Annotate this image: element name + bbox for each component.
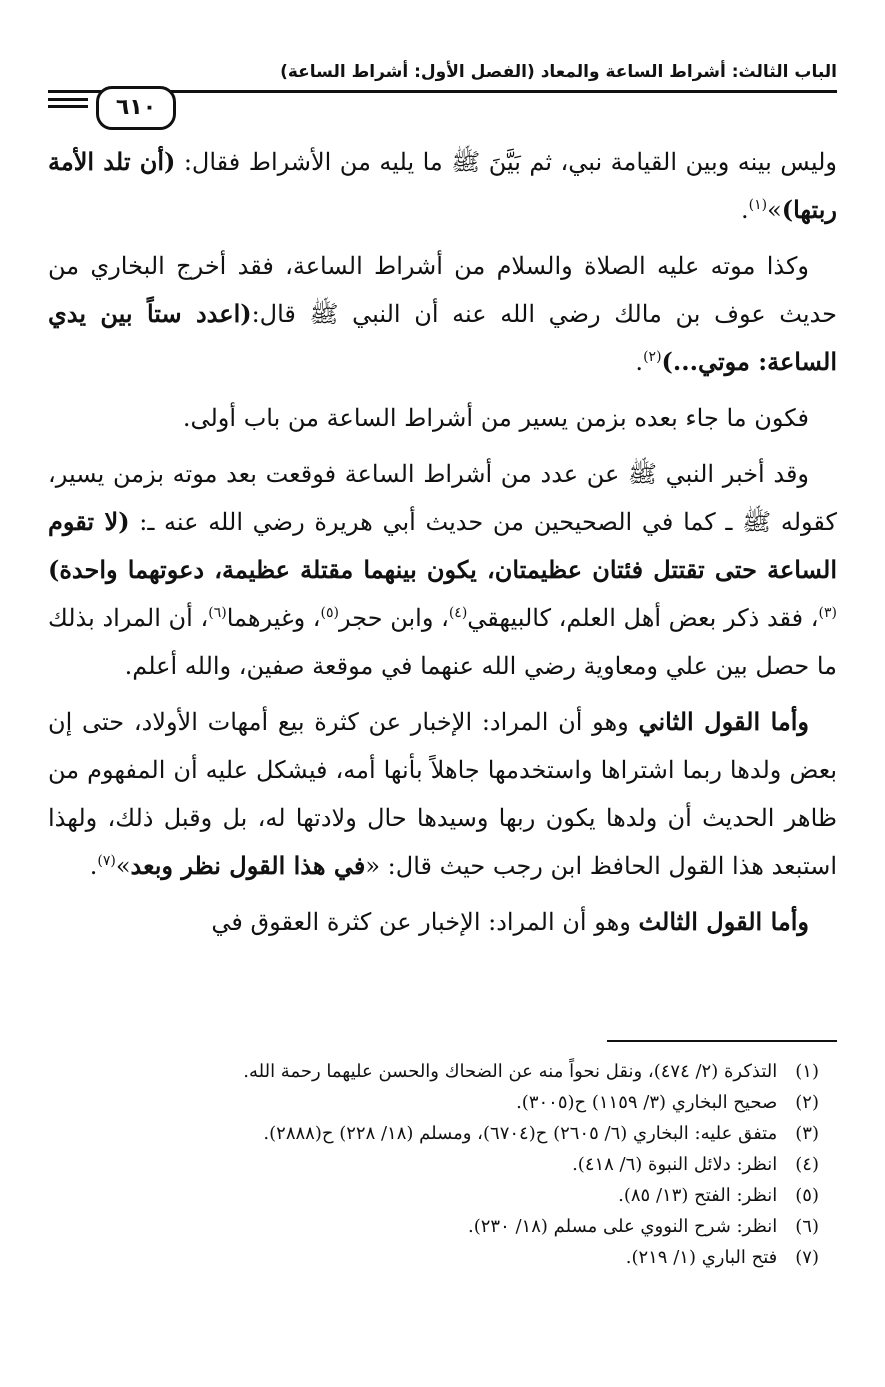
running-header: الباب الثالث: أشراط الساعة والمعاد (الفصل الأول: أشراط الساعة) [280, 62, 837, 82]
footnote-number: (٧) [795, 1247, 819, 1268]
footnote-ref-7: (٧) [97, 853, 116, 869]
footnote-item [48, 1242, 819, 1273]
footnote-text: انظر: دلائل النبوة (٦/ ٤١٨). [572, 1154, 778, 1175]
paragraph-4 [48, 450, 837, 690]
text-run: » [767, 196, 782, 224]
page-number-block [48, 86, 178, 130]
footnote-ref-2: (٢) [643, 349, 662, 365]
text-run: ، فقد ذكر بعض أهل العلم، كالبيهقي [467, 604, 819, 632]
text-run: . [635, 348, 644, 376]
footnote-number: (١) [795, 1061, 819, 1082]
hadith-quote: (اعدد ستاً بين يدي الساعة: موتي...) [48, 299, 837, 376]
text-run: وكذا موته عليه الصلاة والسلام من أشراط الساعة، فقد أخرج البخاري من حديث عوف بن مالك رضي الله عنه أن النبي ﷺ قال: [48, 252, 837, 328]
footnote-item [48, 1087, 819, 1118]
section-lead: وأما القول الثالث [638, 907, 809, 936]
footnote-text: انظر: الفتح (١٣/ ٨٥). [618, 1185, 778, 1206]
footnote-text: فتح الباري (١/ ٢١٩). [625, 1247, 778, 1268]
footnote-text: متفق عليه: البخاري (٦/ ٢٦٠٥) ح(٦٧٠٤)، ومسلم (١٨/ ٢٢٨) ح(٢٨٨٨). [263, 1123, 778, 1144]
paragraph-5 [48, 698, 837, 890]
decorative-double-rule [48, 98, 88, 112]
section-lead: وأما القول الثاني [638, 707, 810, 736]
footnote-number: (٦) [795, 1216, 819, 1237]
footnote-number: (٤) [795, 1154, 819, 1175]
text-run: وهو أن المراد: الإخبار عن كثرة العقوق في [211, 908, 639, 936]
paragraph-3 [48, 394, 837, 442]
text-run: وهو أن المراد: الإخبار عن كثرة بيع أمهات الأولاد، حتى إن بعض ولدها ربما اشتراها واستخدمها جاهلاً بأنها أمه، فيشكل عليه أن المفهوم من ظاهر الحديث أن ولدها يكون ربها وسيدها حال ولادتها له، بل وقبل ذلك، ولهذا استبعد هذا القول الحافظ ابن رجب حيث قال: « [48, 708, 837, 880]
paragraph-2 [48, 242, 837, 386]
text-run: ، وغيرهما [226, 604, 321, 632]
footnote-item [48, 1211, 819, 1242]
paragraph-6 [48, 898, 837, 946]
footnote-item [48, 1056, 819, 1087]
footnote-ref-4: (٤) [448, 605, 468, 621]
text-run: وليس بينه وبين القيامة نبي، ثم بَيَّنَ ﷺ ما يليه من الأشراط فقال: [175, 148, 837, 176]
footnote-text: صحيح البخاري (٣/ ١١٥٩) ح(٣٠٠٥). [516, 1092, 778, 1113]
text-run: . [740, 196, 749, 224]
footnote-item [48, 1149, 819, 1180]
footnote-item [48, 1180, 819, 1211]
hadith-quote: (أن تلد الأمة ربتها) [48, 147, 837, 224]
text-run: فكون ما جاء بعده بزمن يسير من أشراط الساعة من باب أولى. [182, 404, 809, 432]
footnote-rule [607, 1040, 837, 1042]
main-text [48, 138, 837, 954]
quote: في هذا القول نظر وبعد [130, 851, 366, 880]
text-run: وقد أخبر النبي ﷺ عن عدد من أشراط الساعة فوقعت بعد موته بزمن يسير، كقوله ﷺ ـ كما في الصحيحين من حديث أبي هريرة رضي الله عنه ـ: [48, 460, 837, 536]
footnote-item [48, 1118, 819, 1149]
text-run: » [115, 852, 131, 880]
footnote-ref-3: (٣) [818, 605, 837, 621]
hadith-quote: (لا تقوم الساعة حتى تقتتل فئتان عظيمتان، يكون بينهما مقتلة عظيمة، دعوتهما واحدة) [48, 507, 837, 584]
text-run: ، وابن حجر [339, 604, 449, 632]
paragraph-1 [48, 138, 837, 234]
footnote-number: (٣) [795, 1123, 819, 1144]
footnotes-list [48, 1056, 819, 1273]
footnote-text: التذكرة (٢/ ٤٧٤)، ونقل نحواً منه عن الضحاك والحسن عليهما رحمة الله. [243, 1061, 778, 1082]
footnote-ref-1: (١) [748, 197, 768, 213]
text-run: ، أن المراد بذلك ما حصل بين علي ومعاوية رضي الله عنهما في موقعة صفين، والله أعلم. [48, 604, 837, 680]
text-run: . [89, 852, 98, 880]
footnote-number: (٢) [795, 1092, 819, 1113]
footnote-ref-6: (٦) [208, 605, 227, 621]
footnote-number: (٥) [795, 1185, 819, 1206]
page-number: ٦١٠ [96, 86, 176, 130]
footnote-ref-5: (٥) [320, 605, 340, 621]
footnote-text: انظر: شرح النووي على مسلم (١٨/ ٢٣٠). [467, 1216, 778, 1237]
